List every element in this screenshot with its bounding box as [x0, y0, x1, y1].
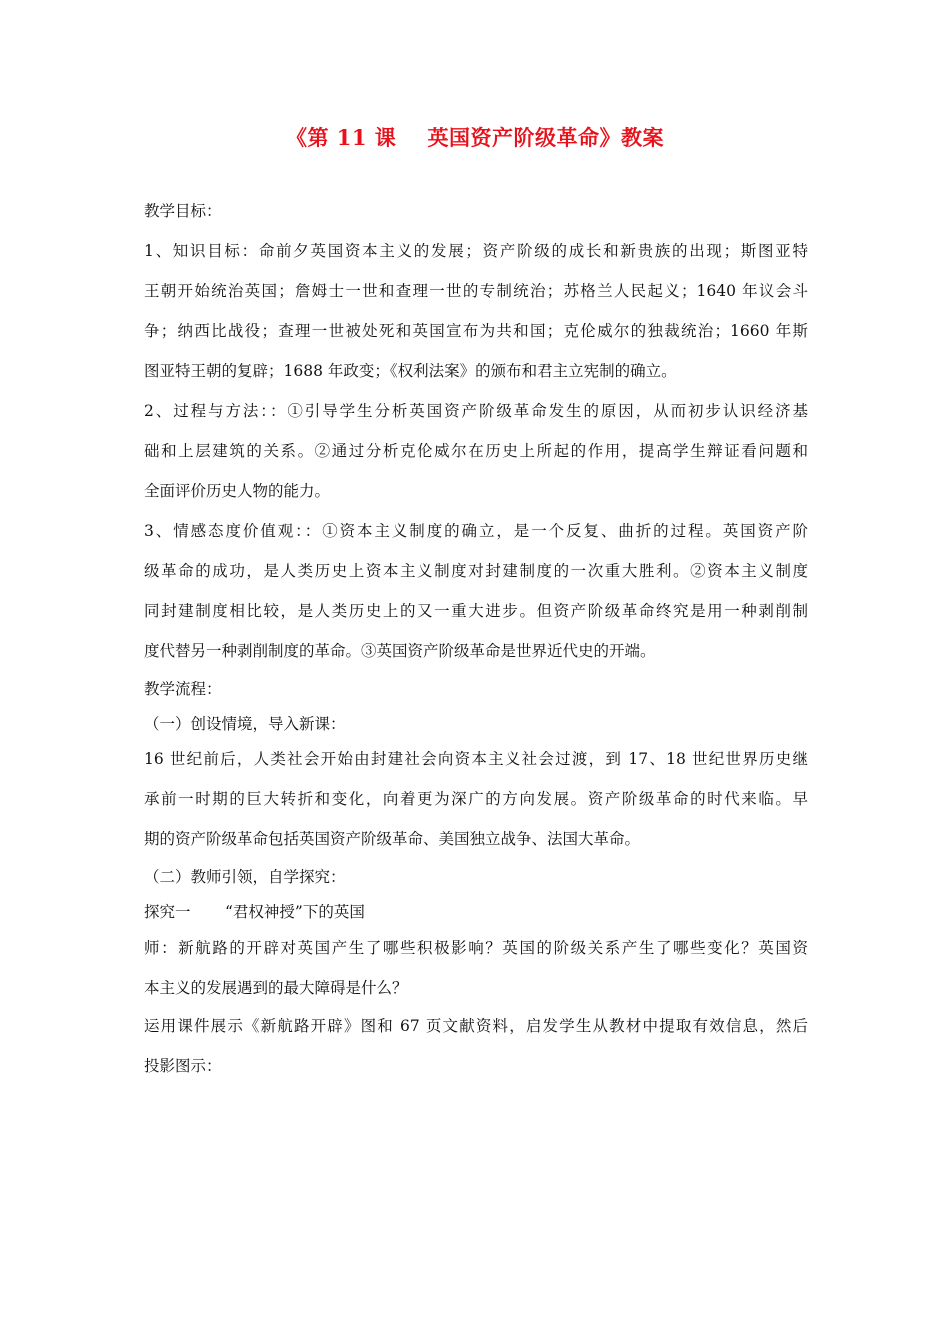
text-line: 承前一时期的巨大转折和变化，向着更为深广的方向发展。资产阶级革命的时代来临。早 [144, 790, 808, 808]
section-heading: 教学流程： [144, 680, 222, 698]
section-heading: （一）创设情境，导入新课： [144, 715, 346, 733]
text-line: 16 世纪前后，人类社会开始由封建社会向资本主义社会过渡，到 17、18 世纪世界历史继 [144, 750, 808, 768]
text-line: 1、知识目标：命前夕英国资本主义的发展；资产阶级的成长和新贵族的出现；斯图亚特 [144, 242, 808, 260]
subsection-heading: 探究一 “君权神授”下的英国 [144, 903, 365, 921]
text-line: 级革命的成功，是人类历史上资本主义制度对封建制度的一次重大胜利。②资本主义制度 [144, 562, 808, 580]
text-line: 投影图示： [144, 1057, 222, 1075]
text-line: 2、过程与方法：：①引导学生分析英国资产阶级革命发生的原因，从而初步认识经济基 [144, 402, 808, 420]
text-line: 本主义的发展遇到的最大障碍是什么？ [144, 979, 408, 997]
text-line: 度代替另一种剥削制度的革命。③英国资产阶级革命是世界近代史的开端。 [144, 642, 656, 660]
text-line: 争；纳西比战役；查理一世被处死和英国宣布为共和国；克伦威尔的独裁统治；1660 年斯 [144, 322, 808, 340]
text-line: 全面评价历史人物的能力。 [144, 482, 331, 500]
text-line: 教学目标： [144, 202, 222, 220]
document-title: 《第 11 课 英国资产阶级革命》教案 [285, 125, 665, 150]
text-line: 图亚特王朝的复辟；1688 年政变；《权利法案》的颁布和君主立宪制的确立。 [144, 362, 677, 380]
text-line: 师：新航路的开辟对英国产生了哪些积极影响？英国的阶级关系产生了哪些变化？英国资 [144, 939, 808, 957]
section-heading: （二）教师引领，自学探究： [144, 868, 346, 886]
text-line: 同封建制度相比较，是人类历史上的又一重大进步。但资产阶级革命终究是用一种剥削制 [144, 602, 808, 620]
text-line: 期的资产阶级革命包括英国资产阶级革命、美国独立战争、法国大革命。 [144, 830, 641, 848]
text-line: 3、情感态度价值观：：①资本主义制度的确立，是一个反复、曲折的过程。英国资产阶 [144, 522, 808, 540]
text-line: 王朝开始统治英国；詹姆士一世和查理一世的专制统治；苏格兰人民起义；1640 年议会斗 [144, 282, 808, 300]
text-line: 运用课件展示《新航路开辟》图和 67 页文献资料，启发学生从教材中提取有效信息，然后 [144, 1017, 808, 1035]
text-line: 础和上层建筑的关系。②通过分析克伦威尔在历史上所起的作用，提高学生辩证看问题和 [144, 442, 808, 460]
